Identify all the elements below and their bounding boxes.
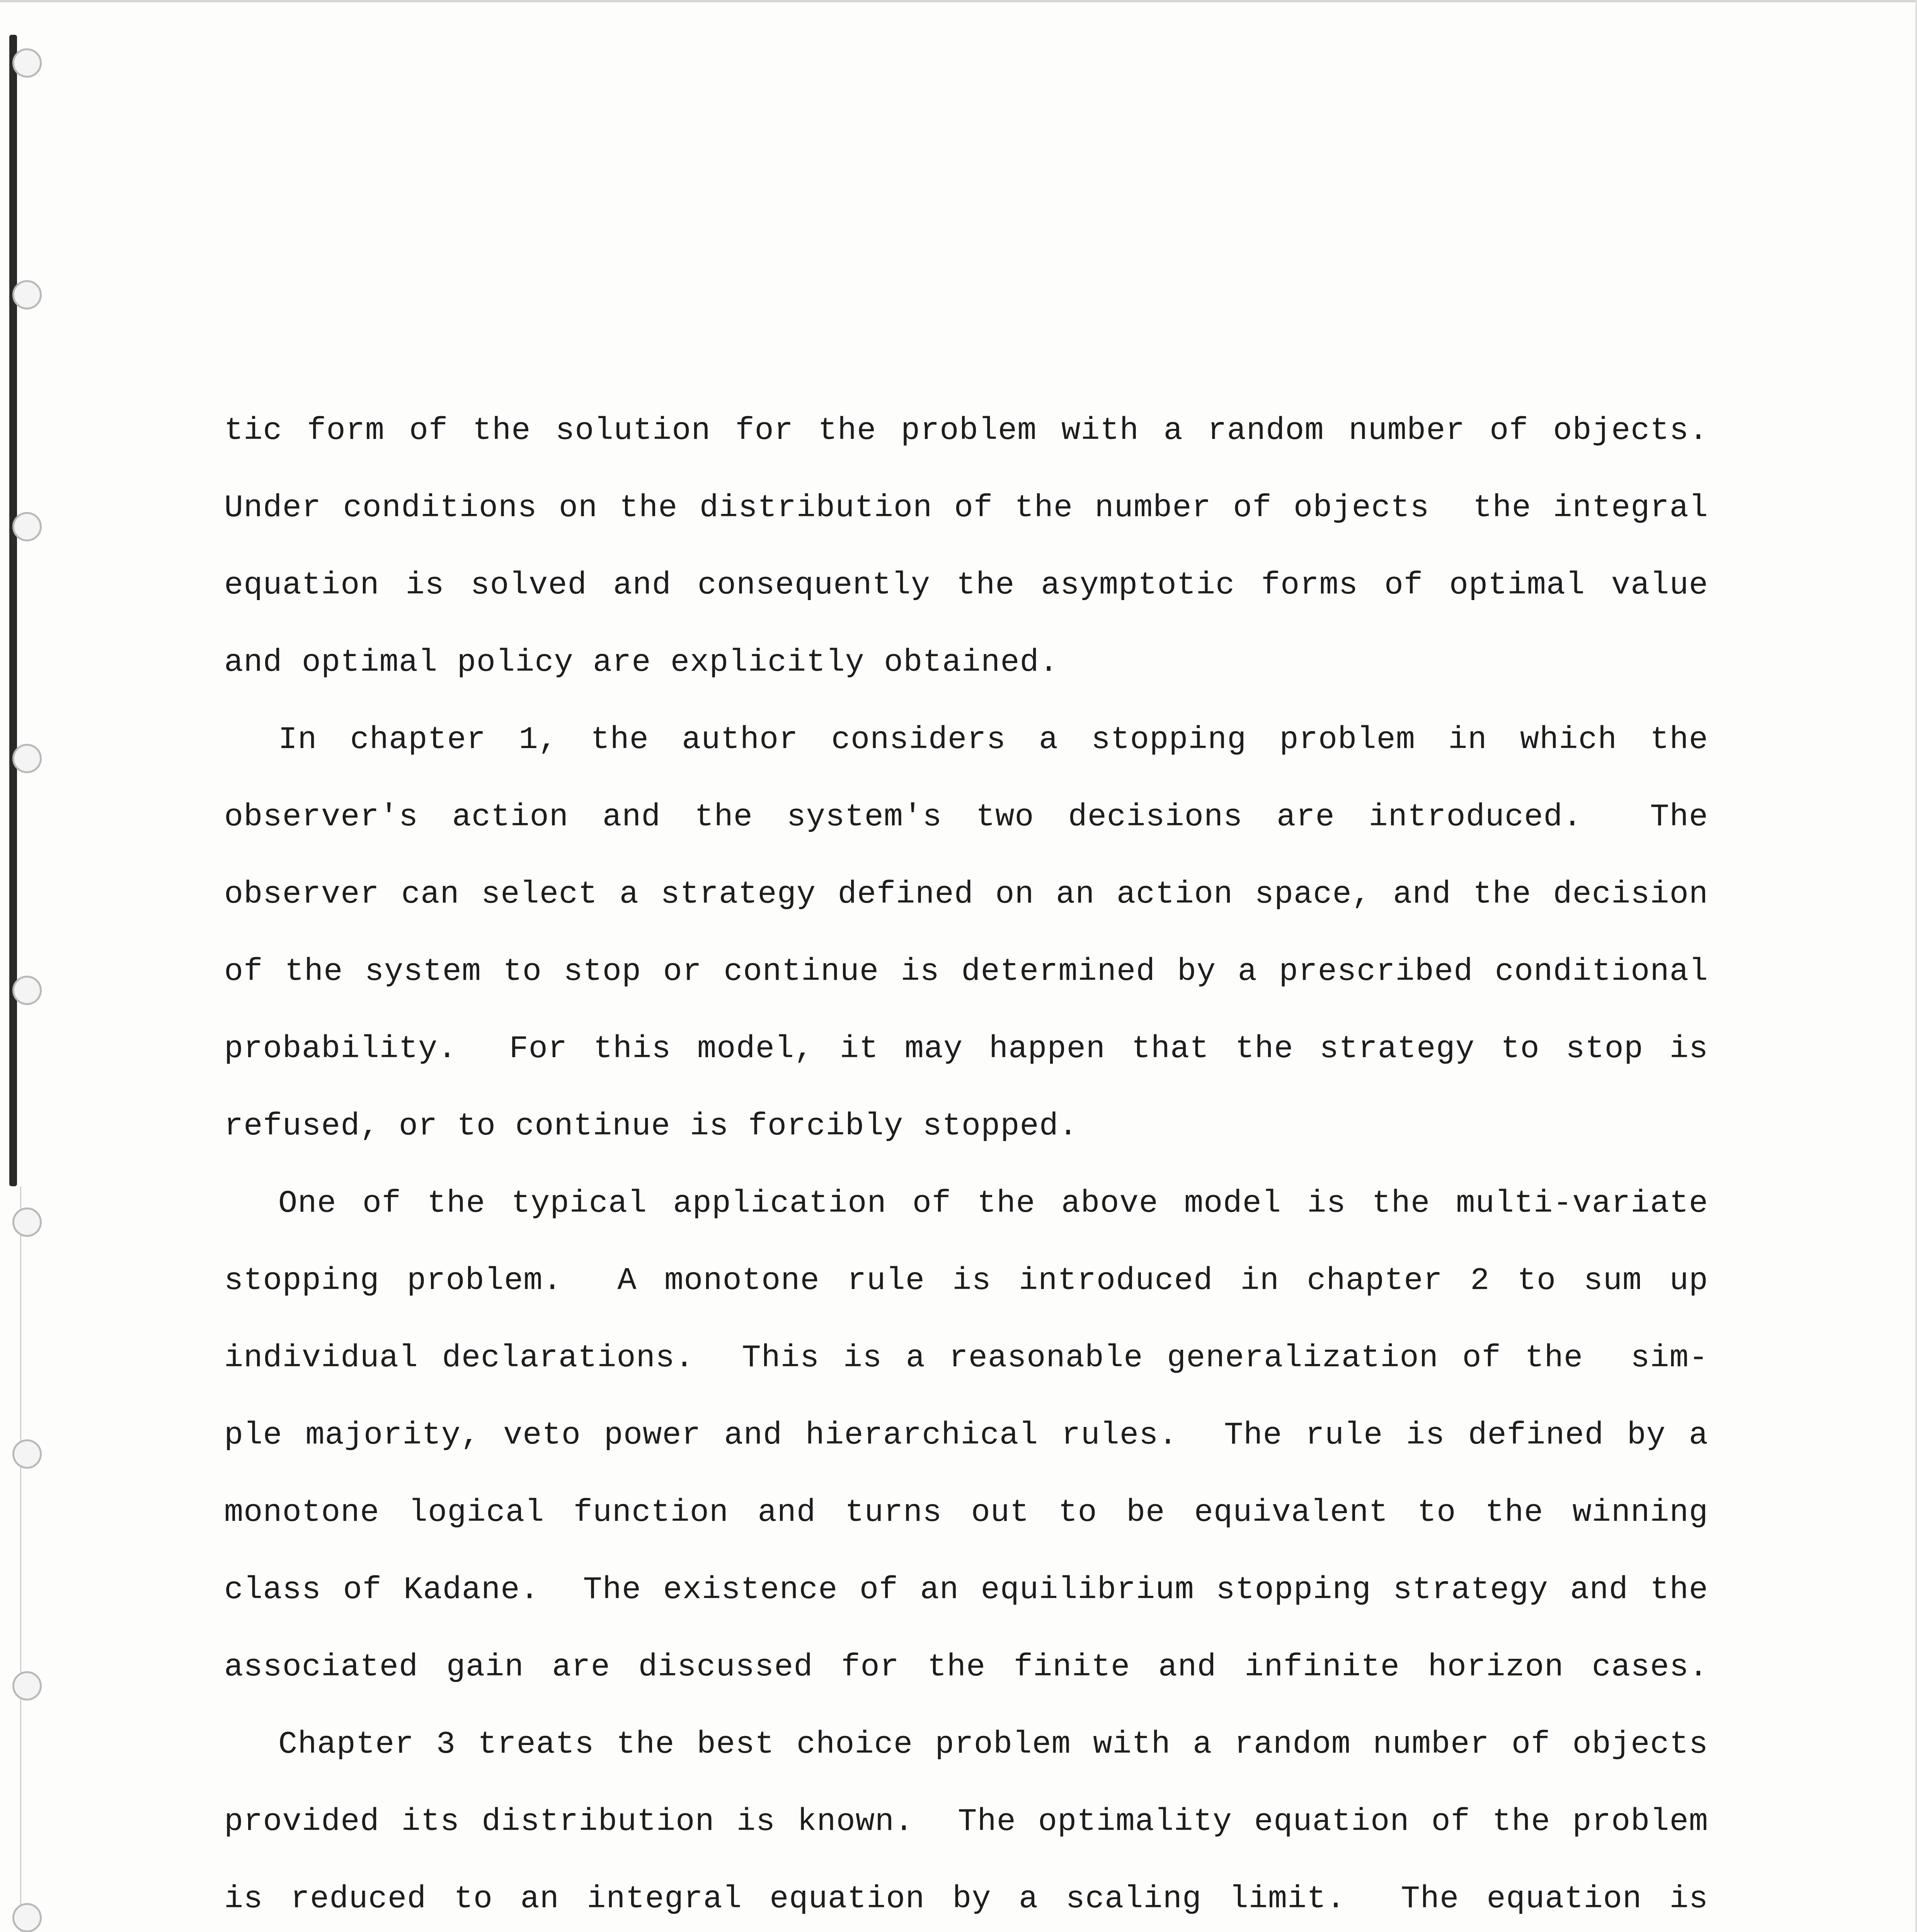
text-line: probability. For this model, it may happen that the strategy to stop is — [224, 1031, 1708, 1067]
punch-hole — [12, 1208, 42, 1237]
text-line: equation is solved and consequently the asymptotic forms of optimal value — [224, 567, 1708, 603]
punch-hole — [12, 976, 42, 1005]
punch-hole — [12, 512, 42, 541]
punch-hole — [12, 280, 42, 310]
text-line: refused, or to continue is forcibly stopped. — [224, 1108, 1078, 1144]
binding-line — [20, 1186, 21, 1932]
punch-hole — [12, 1439, 42, 1469]
text-line: stopping problem. A monotone rule is introduced in chapter 2 to sum up — [224, 1263, 1708, 1299]
page-top-edge — [0, 0, 1917, 2]
text-line: tic form of the solution for the problem with a random number of objects. — [224, 413, 1708, 449]
text-line: class of Kadane. The existence of an equilibrium stopping strategy and the — [224, 1572, 1708, 1608]
text-line: and optimal policy are explicitly obtained. — [224, 645, 1059, 680]
text-line: observer's action and the system's two decisions are introduced. The — [224, 799, 1708, 835]
text-line: is reduced to an integral equation by a scaling limit. The equation is — [224, 1881, 1708, 1917]
text-line: individual declarations. This is a reasonable generalization of the sim- — [224, 1340, 1708, 1376]
text-line: In chapter 1, the author considers a stopping problem in which the — [278, 722, 1708, 758]
punch-hole — [12, 1671, 42, 1701]
text-line: observer can select a strategy defined on an action space, and the decision — [224, 876, 1708, 912]
binding-bar — [9, 35, 17, 1186]
text-line: Under conditions on the distribution of the number of objects the integral — [224, 490, 1708, 526]
text-line: associated gain are discussed for the finite and infinite horizon cases. — [224, 1649, 1708, 1685]
punch-hole — [12, 48, 42, 78]
punch-hole — [12, 1903, 42, 1932]
text-line: One of the typical application of the above model is the multi-variate — [278, 1185, 1708, 1221]
text-line: ple majority, veto power and hierarchical rules. The rule is defined by a — [224, 1417, 1708, 1453]
punch-hole — [12, 744, 42, 773]
text-line: monotone logical function and turns out to be equivalent to the winning — [224, 1495, 1708, 1531]
text-line: provided its distribution is known. The optimality equation of the problem — [224, 1804, 1708, 1840]
text-line: of the system to stop or continue is determined by a prescribed conditional — [224, 954, 1708, 990]
text-line: Chapter 3 treats the best choice problem with a random number of objects — [278, 1726, 1708, 1762]
page-right-edge — [1915, 0, 1917, 1932]
